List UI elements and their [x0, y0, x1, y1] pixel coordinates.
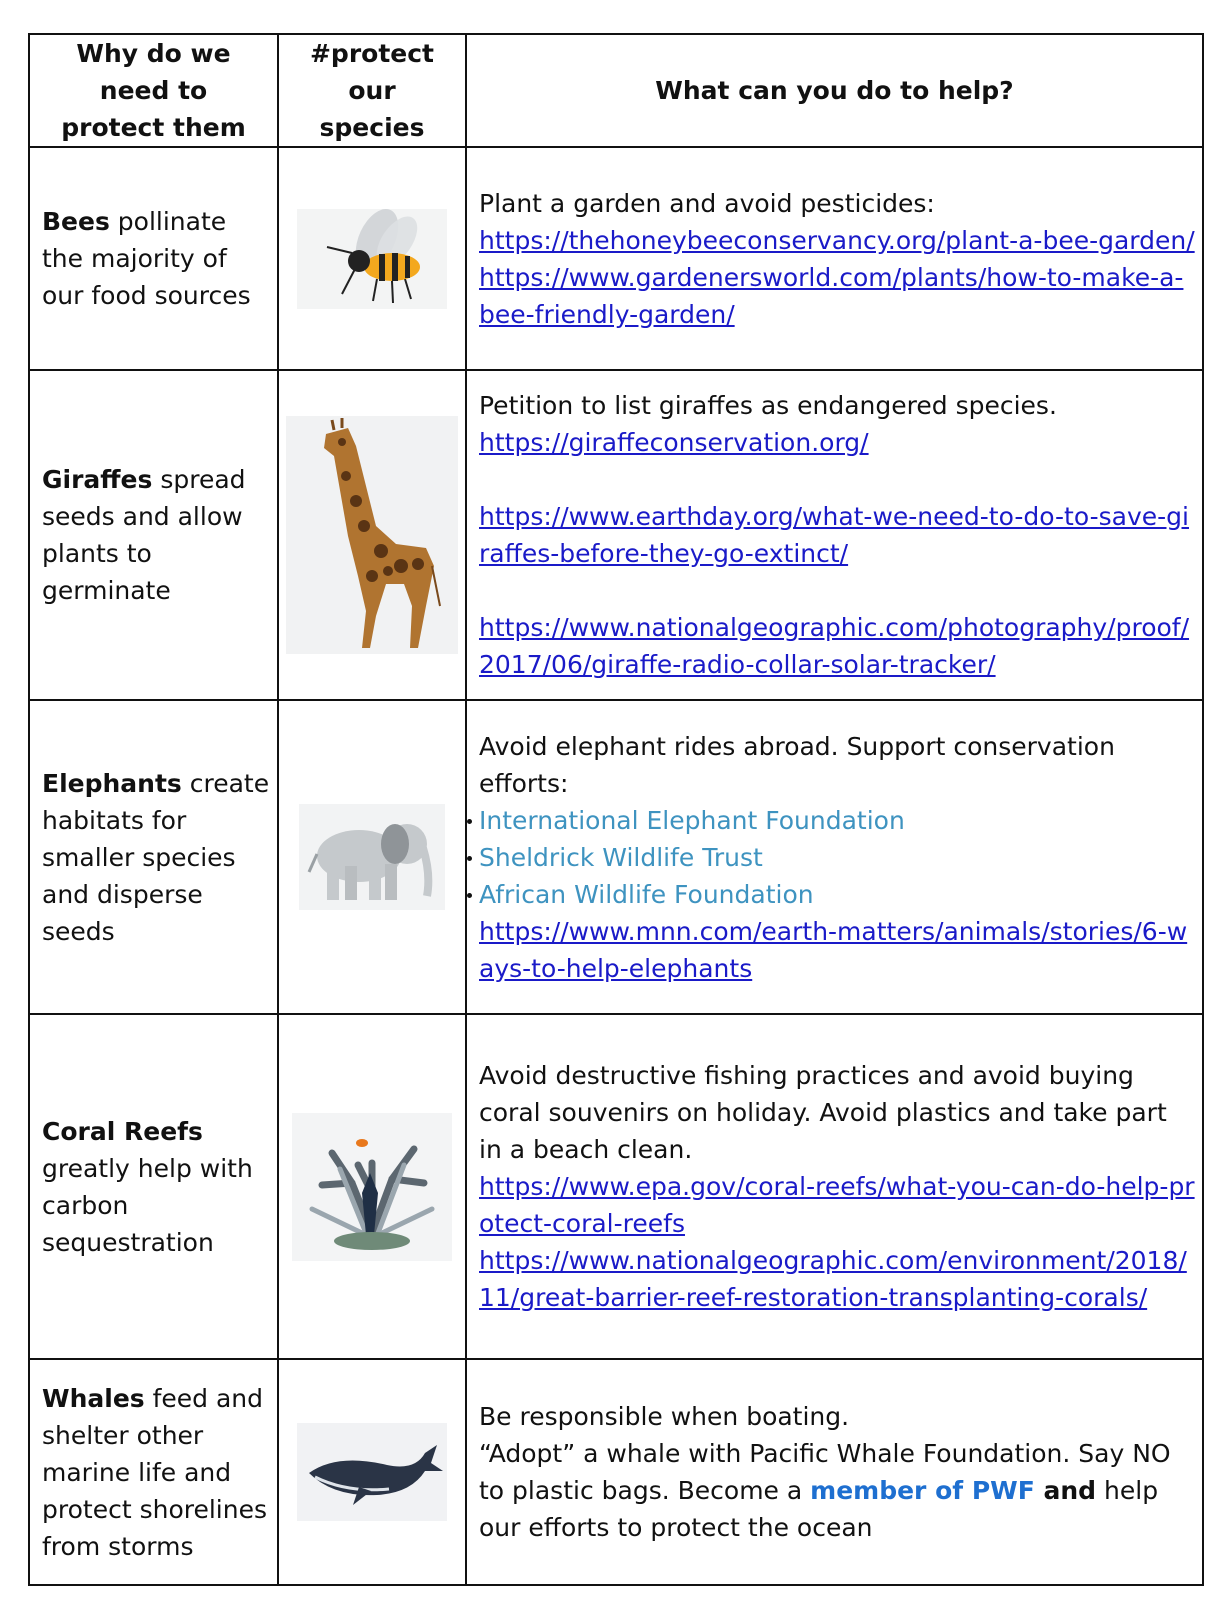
help-text: Avoid destructive fishing practices and avoid buying coral souvenirs on holiday. Avoid plastics and take part in a beach clean. — [479, 1061, 1167, 1164]
row-whales — [29, 1359, 1203, 1585]
help-link[interactable]: https://www.nationalgeographic.com/photography/proof/2017/06/giraffe-radio-collar-solar-tracker/ — [479, 613, 1190, 679]
header-why: Why do we need to protect them — [29, 34, 278, 147]
header-help: What can you do to help? — [466, 34, 1203, 147]
help-text: Petition to list giraffes as endangered species. — [479, 391, 1057, 420]
why-text: spread seeds and allow plants to germinate — [42, 465, 246, 605]
pwf-member-link[interactable]: member of PWF — [810, 1476, 1035, 1505]
species-table — [28, 33, 1204, 1586]
image-cell — [278, 1359, 466, 1585]
help-text — [479, 1435, 1196, 1546]
why-cell — [29, 1014, 278, 1359]
animal-name: Whales — [42, 1383, 145, 1413]
coral-icon — [292, 1113, 452, 1261]
help-text-end: help our efforts to protect the ocean — [479, 1476, 1159, 1542]
organization-link[interactable]: Sheldrick Wildlife Trust — [479, 839, 1196, 876]
help-text: Be responsible when boating. — [479, 1402, 850, 1431]
giraffe-icon — [286, 416, 458, 654]
why-cell — [29, 700, 278, 1014]
help-cell — [466, 1014, 1203, 1359]
help-cell — [466, 370, 1203, 700]
help-text-part: “Adopt” a whale with Pacific Whale Foundation. Say NO to plastic bags. Become a — [479, 1439, 1171, 1505]
why-text: create habitats for smaller species and disperse seeds — [42, 768, 270, 946]
image-cell — [278, 1014, 466, 1359]
help-link[interactable]: https://www.mnn.com/earth-matters/animals/stories/6-ways-to-help-elephants — [479, 916, 1188, 983]
bee-icon — [297, 209, 447, 309]
animal-name: Coral Reefs — [42, 1116, 203, 1146]
image-cell — [278, 147, 466, 370]
spacer — [479, 572, 1196, 609]
organization-link[interactable]: International Elephant Foundation — [479, 802, 1196, 839]
help-text: Plant a garden and avoid pesticides: — [479, 188, 935, 218]
organization-link[interactable]: African Wildlife Foundation — [479, 876, 1196, 913]
help-cell — [466, 700, 1203, 1014]
header-protect: #protect our species — [278, 34, 466, 147]
row-giraffes — [29, 370, 1203, 700]
spacer — [479, 461, 1196, 498]
elephant-icon — [299, 804, 445, 910]
image-cell — [278, 370, 466, 700]
help-link[interactable]: https://www.nationalgeographic.com/environment/2018/11/great-barrier-reef-restoration-transplanting-corals/ — [479, 1246, 1187, 1312]
why-text: greatly help with carbon sequestration — [42, 1153, 253, 1257]
help-cell — [466, 1359, 1203, 1585]
and-text: and — [1034, 1476, 1097, 1505]
help-link[interactable]: https://www.epa.gov/coral-reefs/what-you-can-do-help-protect-coral-reefs — [479, 1172, 1195, 1238]
image-cell — [278, 700, 466, 1014]
whale-icon — [297, 1423, 447, 1521]
help-text: Avoid elephant rides abroad. Support conservation efforts: — [479, 731, 1115, 798]
why-cell — [29, 370, 278, 700]
row-coral-reefs — [29, 1014, 1203, 1359]
why-cell — [29, 1359, 278, 1585]
animal-name: Bees — [42, 207, 110, 236]
help-link[interactable]: https://thehoneybeeconservancy.org/plant-a-bee-garden/ — [479, 225, 1195, 255]
header-row — [29, 34, 1203, 147]
help-cell — [466, 147, 1203, 370]
row-bees — [29, 147, 1203, 370]
help-link[interactable]: https://www.earthday.org/what-we-need-to-do-to-save-giraffes-before-they-go-extinct/ — [479, 502, 1189, 568]
animal-name: Elephants — [42, 768, 182, 798]
why-text: pollinate the majority of our food sources — [42, 207, 251, 310]
row-elephants — [29, 700, 1203, 1014]
help-link[interactable]: https://giraffeconservation.org/ — [479, 428, 869, 457]
help-link[interactable]: https://www.gardenersworld.com/plants/how-to-make-a-bee-friendly-garden/ — [479, 262, 1184, 329]
why-cell — [29, 147, 278, 370]
why-text: feed and shelter other marine life and protect shorelines from storms — [42, 1383, 267, 1561]
animal-name: Giraffes — [42, 465, 153, 494]
